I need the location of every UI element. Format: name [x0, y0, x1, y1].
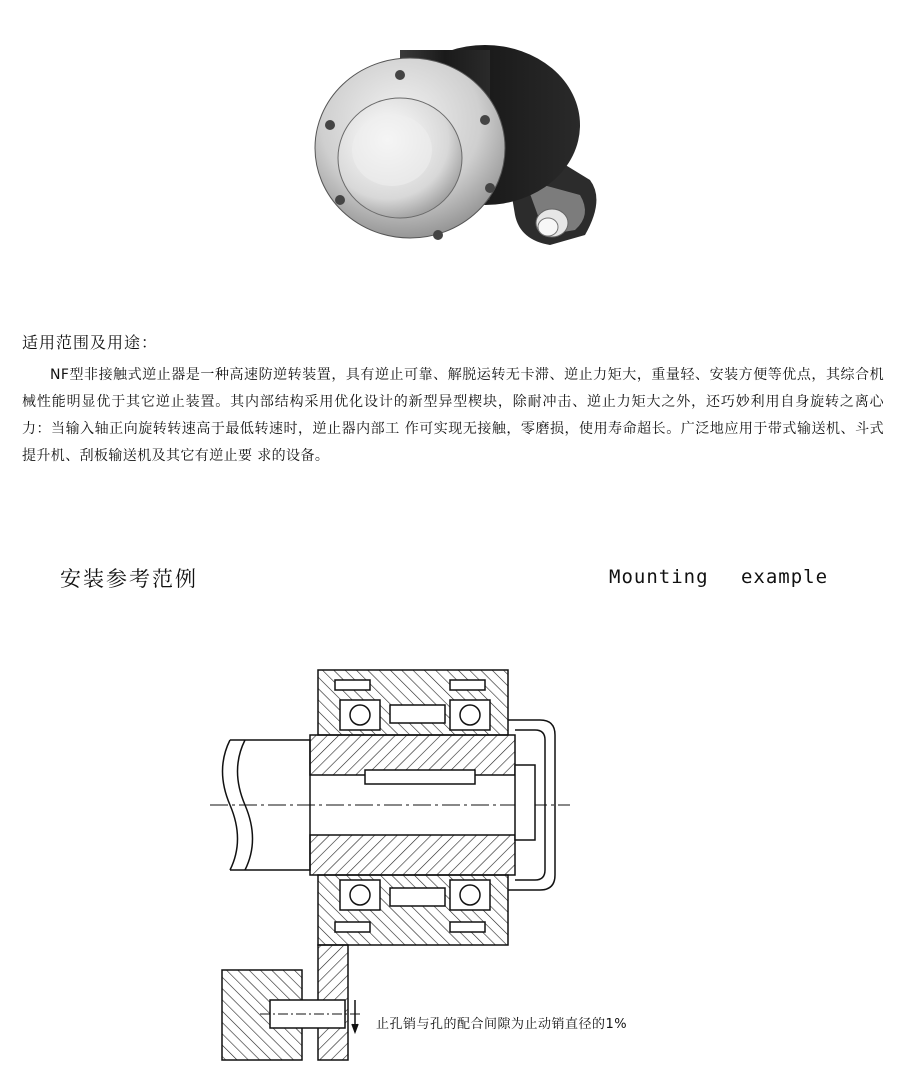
pin-clearance-note: 止孔销与孔的配合间隙为止动销直径的1%	[376, 1017, 628, 1032]
section-heading: 适用范围及用途：	[22, 333, 159, 352]
mounting-title-cn: 安装参考范例	[60, 567, 198, 591]
mounting-title-en: Mounting example	[609, 566, 829, 588]
description-paragraph: NF型非接触式逆止器是一种高速防逆转装置，具有逆止可靠、解脱运转无卡滞、逆止力矩大，重量轻、安装方便等优点，其综合机械性能明显优于其它逆止装置。其内部结构采用优化设计的新型异型楔块，除耐冲击、逆止力矩大之外，还巧妙利用自身旋转之离心力：当输入轴正向旋转转速高于最低转速时，逆止器内部工 作可实现无接触，零磨损，使用寿命超长。广泛地应用于带式输送机、斗式提升机、刮板输送机及其它有逆止要 求的设备。	[22, 367, 884, 464]
product-photo	[300, 30, 620, 260]
mounting-drawing	[210, 660, 610, 1070]
